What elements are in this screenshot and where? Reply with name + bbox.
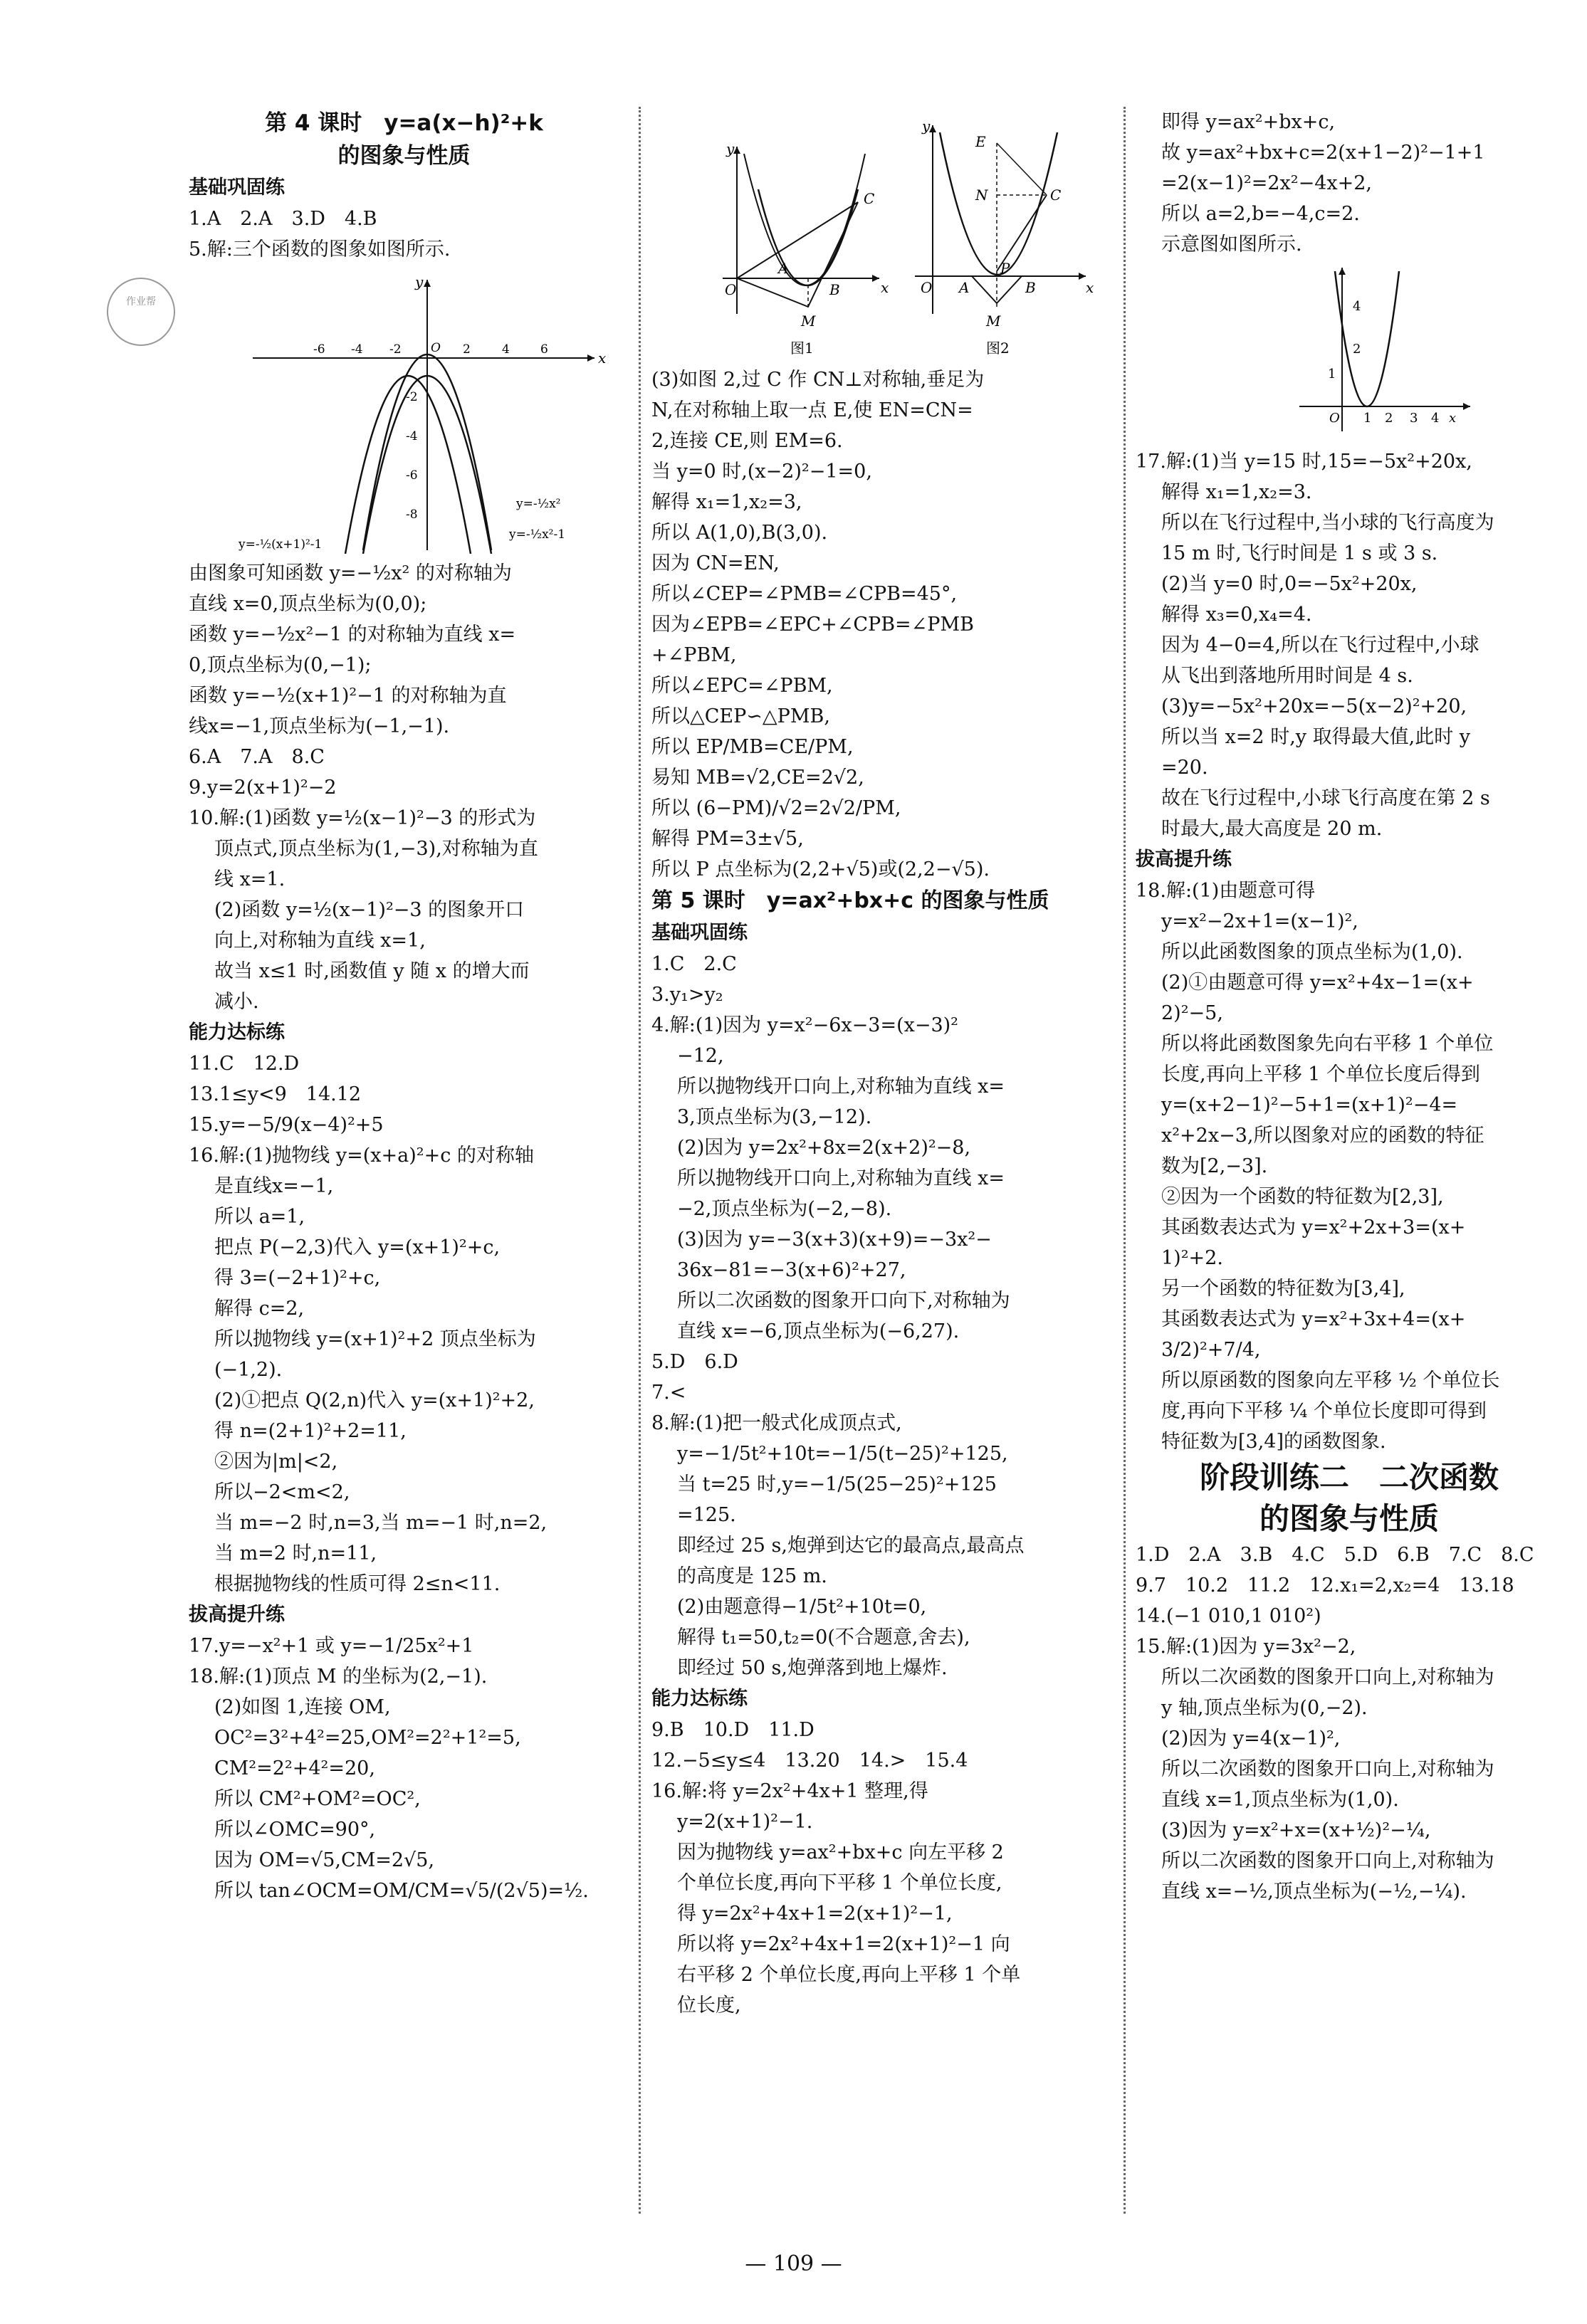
answer-line: 解得 PM=3±√5, — [651, 828, 804, 850]
curve-label-right2: y=-½x²-1 — [509, 527, 566, 542]
answer-line: 当 m=−2 时,n=3,当 m=−1 时,n=2, — [214, 1512, 548, 1534]
answer-line: 所以二次函数的图象开口向上,对称轴为 — [1161, 1850, 1494, 1872]
answer-line: 5.解:三个函数的图象如图所示. — [189, 238, 451, 261]
answer-line: 示意图如图所示. — [1161, 233, 1302, 256]
answer-line: 18.解:(1)顶点 M 的坐标为(2,−1). — [189, 1666, 488, 1688]
answer-line: 由图象可知函数 y=−½x² 的对称轴为 — [189, 562, 512, 584]
figure-1-caption: 图1 — [790, 340, 814, 357]
label-c: C — [864, 190, 875, 207]
answer-line: 解得 x₁=1,x₂=3. — [1161, 481, 1312, 503]
stage-title: 阶段训练二 二次函数 — [1199, 1460, 1499, 1495]
answer-line: 因为 OM=√5,CM=2√5, — [214, 1849, 435, 1871]
answer-line: 把点 P(−2,3)代入 y=(x+1)²+c, — [214, 1236, 501, 1258]
answer-line: y=x²−2x+1=(x−1)², — [1161, 910, 1358, 932]
column-1 — [189, 107, 619, 1906]
answer-line: =20. — [1161, 757, 1208, 779]
answer-line: 15.解:(1)因为 y=3x²−2, — [1136, 1636, 1356, 1658]
x-tick: 2 — [1385, 411, 1393, 426]
curve-label-right1: y=-½x² — [516, 497, 561, 511]
answer-line: 右平移 2 个单位长度,再向上平移 1 个单 — [677, 1964, 1021, 1986]
answer-line: 8.解:(1)把一般式化成顶点式, — [651, 1412, 902, 1434]
answer-block — [651, 917, 1114, 2021]
answer-line: 直线 x=0,顶点坐标为(0,0); — [189, 593, 427, 615]
answer-line: 所以此函数图象的顶点坐标为(1,0). — [1161, 941, 1463, 963]
page-number: — 109 — — [745, 2251, 842, 2276]
x-tick: 3 — [1410, 411, 1418, 426]
answer-line: 其函数表达式为 y=x²+2x+3=(x+ — [1161, 1216, 1466, 1239]
answer-line: 因为 4−0=4,所以在飞行过程中,小球 — [1161, 634, 1479, 656]
label-n: N — [975, 186, 988, 204]
origin-label: O — [431, 341, 441, 355]
answer-line: 所以 P 点坐标为(2,2+√5)或(2,2−√5). — [651, 858, 990, 880]
answer-line: 直线 x=1,顶点坐标为(1,0). — [1161, 1789, 1399, 1811]
x-tick: -6 — [313, 342, 325, 357]
axis-y-label: y — [415, 273, 424, 290]
answer-line: y=−1/5t²+10t=−1/5(t−25)²+125, — [677, 1443, 1008, 1465]
answer-line: −12, — [677, 1045, 724, 1067]
column-divider — [1124, 107, 1126, 2214]
section-heading: 能力达标练 — [189, 1021, 285, 1043]
answer-line: 1)²+2. — [1161, 1247, 1223, 1269]
answer-line: (2)因为 y=4(x−1)², — [1161, 1728, 1341, 1750]
answer-line: =2(x−1)²=2x²−4x+2, — [1161, 172, 1372, 194]
answer-line: 长度,再向上平移 1 个单位长度后得到 — [1161, 1063, 1480, 1085]
answer-line: 所以 (6−PM)/√2=2√2/PM, — [651, 797, 901, 819]
label-a: A — [778, 260, 789, 277]
answer-line: 9.B 10.D 11.D — [651, 1719, 815, 1741]
answer-line: 当 m=2 时,n=11, — [214, 1542, 377, 1565]
answer-line: −2,顶点坐标为(−2,−8). — [677, 1198, 892, 1220]
answer-line: 当 t=25 时,y=−1/5(25−25)²+125 — [677, 1473, 997, 1495]
answer-line: CM²=2²+4²=20, — [214, 1757, 375, 1779]
x-tick: 6 — [540, 342, 548, 357]
answer-line: 9.y=2(x+1)²−2 — [189, 777, 337, 799]
answer-line: 函数 y=−½(x+1)²−1 的对称轴为直 — [189, 685, 507, 707]
answer-line: 1.C 2.C — [651, 953, 737, 975]
answer-line: 数为[2,−3]. — [1161, 1155, 1268, 1177]
answer-line: 所以抛物线 y=(x+1)²+2 顶点坐标为 — [214, 1328, 536, 1350]
answer-line: 位长度, — [677, 1994, 741, 2017]
answer-line: 根据抛物线的性质可得 2≤n<11. — [214, 1573, 501, 1595]
answer-line: 所以∠EPC=∠PBM, — [651, 675, 833, 697]
answer-line: N,在对称轴上取一点 E,使 EN=CN= — [651, 399, 973, 421]
y-tick-labels — [406, 390, 418, 522]
answer-line: 解得 c=2, — [214, 1298, 305, 1320]
answer-line: 13.1≤y<9 14.12 — [189, 1083, 362, 1105]
figure-1 — [723, 140, 889, 357]
figure-2 — [915, 117, 1094, 357]
answer-line: 所以将 y=2x²+4x+1=2(x+1)²−1 向 — [677, 1933, 1010, 1955]
answer-line: 直线 x=−½,顶点坐标为(−½,−¼). — [1161, 1881, 1467, 1903]
answer-line: (3)因为 y=−3(x+3)(x+9)=−3x²− — [677, 1229, 992, 1251]
answer-line: 18.解:(1)由题意可得 — [1136, 880, 1316, 902]
answer-line: 所以△CEP∽△PMB, — [651, 705, 830, 727]
answer-line: 所以原函数的图象向左平移 ½ 个单位长 — [1161, 1369, 1500, 1392]
answer-line: 5.D 6.D — [651, 1351, 738, 1373]
answer-line: 16.解:(1)抛物线 y=(x+a)²+c 的对称轴 — [189, 1145, 534, 1167]
answer-line: 解得 x₁=1,x₂=3, — [651, 491, 802, 513]
answer-line: 6.A 7.A 8.C — [189, 746, 325, 768]
answer-line: 直线 x=−6,顶点坐标为(−6,27). — [677, 1320, 960, 1342]
answer-line: 所以抛物线开口向上,对称轴为直线 x= — [677, 1076, 1005, 1098]
answer-line: 所以 EP/MB=CE/PM, — [651, 736, 854, 758]
answer-block — [189, 558, 619, 1906]
label-e: E — [975, 133, 986, 150]
answer-line: 另一个函数的特征数为[3,4], — [1161, 1278, 1405, 1300]
y-tick: -8 — [406, 508, 418, 522]
column-divider — [639, 107, 641, 2214]
label-o: O — [921, 279, 933, 296]
x-tick: 4 — [502, 342, 510, 357]
answer-line: 1.D 2.A 3.B 4.C 5.D 6.B 7.C 8.C — [1136, 1544, 1534, 1566]
answer-line: 2,连接 CE,则 EM=6. — [651, 430, 843, 452]
answer-block — [1136, 446, 1563, 1457]
answer-line: 因为∠EPB=∠EPC+∠CPB=∠PMB — [651, 614, 974, 636]
origin-label: O — [1329, 411, 1340, 426]
section-heading: 拔高提升练 — [189, 1604, 285, 1626]
curve-label-left: y=-½(x+1)²-1 — [239, 537, 323, 552]
answer-line: (3)因为 y=x²+x=(x+½)²−¼, — [1161, 1819, 1431, 1841]
y-tick: 1 — [1328, 367, 1336, 382]
label-b: B — [829, 281, 840, 298]
answer-line: 解得 t₁=50,t₂=0(不合题意,舍去), — [677, 1626, 970, 1649]
answer-line: 4.解:(1)因为 y=x²−6x−3=(x−3)² — [651, 1014, 958, 1036]
section-heading: 拔高提升练 — [1136, 848, 1232, 871]
answer-line: 故当 x≤1 时,函数值 y 随 x 的增大而 — [214, 960, 530, 982]
answer-line: 得 3=(−2+1)²+c, — [214, 1267, 381, 1289]
answer-line: 0,顶点坐标为(0,−1); — [189, 654, 372, 676]
y-tick: -4 — [406, 429, 418, 443]
figure-2-caption: 图2 — [986, 340, 1010, 357]
answer-line: 即经过 50 s,炮弹落到地上爆炸. — [677, 1657, 948, 1679]
answer-line: 因为 CN=EN, — [651, 552, 780, 574]
answer-block — [1136, 107, 1563, 260]
lesson-title: 第 5 课时 y=ax²+bx+c 的图象与性质 — [651, 888, 1049, 913]
answer-line: 10.解:(1)函数 y=½(x−1)²−3 的形式为 — [189, 807, 536, 829]
answer-block — [1136, 1540, 1563, 1907]
answer-line: 17.y=−x²+1 或 y=−1/25x²+1 — [189, 1635, 474, 1657]
answer-line: 所以将此函数图象先向右平移 1 个单位 — [1161, 1033, 1494, 1055]
answer-line: 17.解:(1)当 y=15 时,15=−5x²+20x, — [1136, 451, 1472, 473]
answer-line: y 轴,顶点坐标为(0,−2). — [1161, 1697, 1368, 1719]
answer-line: (2)如图 1,连接 OM, — [214, 1696, 391, 1718]
column-3 — [1136, 107, 1563, 1907]
geometry-figures — [651, 111, 1114, 360]
label-o: O — [725, 281, 737, 298]
answer-line: 减小. — [214, 991, 259, 1013]
answer-line: (2)因为 y=2x²+8x=2(x+2)²−8, — [677, 1137, 971, 1159]
answer-line: 14.(−1 010,1 010²) — [1136, 1605, 1321, 1627]
parabola-graph — [189, 269, 616, 554]
answer-line: 所以二次函数的图象开口向上,对称轴为 — [1161, 1758, 1494, 1780]
answer-block — [651, 364, 1114, 885]
answer-line: (3)如图 2,过 C 作 CN⊥对称轴,垂足为 — [651, 369, 985, 391]
answer-line: (2)由题意得−1/5t²+10t=0, — [677, 1596, 927, 1618]
answer-line: 9.7 10.2 11.2 12.x₁=2,x₂=4 13.18 — [1136, 1574, 1514, 1597]
label-b: B — [1025, 279, 1036, 296]
watermark-stamp — [107, 278, 175, 346]
answer-line: 因为抛物线 y=ax²+bx+c 向左平移 2 — [677, 1841, 1004, 1863]
x-ticks — [1329, 411, 1456, 426]
answer-line: 36x−81=−3(x+6)²+27, — [677, 1259, 906, 1281]
answer-line: 个单位长度,再向下平移 1 个单位长度, — [677, 1872, 1002, 1894]
answer-line: 时最大,最大高度是 20 m. — [1161, 818, 1383, 840]
answer-line: (−1,2). — [214, 1359, 283, 1381]
x-tick: 1 — [1363, 411, 1372, 426]
answer-line: =125. — [677, 1504, 736, 1526]
answer-line: 故 y=ax²+bx+c=2(x+1−2)²−1+1 — [1161, 142, 1485, 164]
answer-line: +∠PBM, — [651, 644, 737, 666]
answer-line: ②因为|m|<2, — [214, 1451, 338, 1473]
answer-line: ②因为一个函数的特征数为[2,3], — [1161, 1186, 1444, 1208]
parabola-figure — [189, 269, 619, 554]
label-a: A — [959, 279, 970, 296]
answer-line: 11.C 12.D — [189, 1053, 300, 1075]
answer-line: 的高度是 125 m. — [677, 1565, 827, 1587]
label-x: x — [881, 279, 889, 296]
sketch-figure — [1136, 264, 1563, 442]
answer-line: 易知 MB=√2,CE=2√2, — [651, 767, 864, 789]
answer-line: 所以 a=1, — [214, 1206, 305, 1228]
section-heading: 能力达标练 — [651, 1688, 748, 1710]
answer-line: 3,顶点坐标为(3,−12). — [677, 1106, 872, 1128]
answer-line: 其函数表达式为 y=x²+3x+4=(x+ — [1161, 1308, 1466, 1330]
label-p: P — [1000, 260, 1010, 277]
x-tick: 2 — [463, 342, 471, 357]
answer-line: 1.A 2.A 3.D 4.B — [189, 208, 377, 230]
answer-line: 所以当 x=2 时,y 取得最大值,此时 y — [1161, 726, 1471, 748]
label-c: C — [1050, 186, 1062, 204]
answer-line: 即得 y=ax²+bx+c, — [1161, 111, 1336, 133]
stamp-text: 作业帮 — [126, 296, 156, 307]
parabola-curve — [1335, 271, 1399, 406]
section-heading: 基础巩固练 — [651, 922, 748, 944]
answer-line: 7.< — [651, 1382, 686, 1404]
answer-line: y=(x+2−1)²−5+1=(x+1)²−4= — [1161, 1094, 1458, 1116]
y-tick: 4 — [1353, 299, 1361, 314]
answer-line: 线x=−1,顶点坐标为(−1,−1). — [189, 715, 450, 737]
answer-line: (2)①把点 Q(2,n)代入 y=(x+1)²+2, — [214, 1389, 535, 1411]
y-tick: -6 — [406, 468, 418, 483]
x-tick: -2 — [389, 342, 402, 357]
answer-block — [189, 172, 619, 265]
answer-line: 当 y=0 时,(x−2)²−1=0, — [651, 461, 872, 483]
answer-line: 所以∠CEP=∠PMB=∠CPB=45°, — [651, 583, 958, 605]
y-tick: -2 — [406, 390, 418, 404]
answer-line: 所以抛物线开口向上,对称轴为直线 x= — [677, 1167, 1005, 1189]
stage-title-cont: 的图象与性质 — [1259, 1501, 1439, 1536]
answer-line: 12.−5≤y≤4 13.20 14.> 15.4 — [651, 1750, 968, 1772]
answer-line: 15.y=−5/9(x−4)²+5 — [189, 1114, 384, 1136]
label-y: y — [726, 140, 735, 157]
x-tick: 4 — [1431, 411, 1440, 426]
answer-line: 16.解:将 y=2x²+4x+1 整理,得 — [651, 1780, 928, 1802]
lesson-title-cont: 的图象与性质 — [337, 143, 471, 169]
axis-x-label: x — [1449, 411, 1457, 426]
label-y: y — [922, 117, 931, 135]
label-m: M — [801, 312, 816, 330]
answer-line: 度,再向下平移 ¼ 个单位长度即可得到 — [1161, 1400, 1487, 1422]
answer-line: 3.y₁>y₂ — [651, 984, 723, 1006]
answer-line: 所以 CM²+OM²=OC², — [214, 1788, 421, 1810]
answer-line: OC²=3²+4²=25,OM²=2²+1²=5, — [214, 1727, 521, 1749]
answer-line: 特征数为[3,4]的函数图象. — [1161, 1431, 1386, 1453]
answer-line: (3)y=−5x²+20x=−5(x−2)²+20, — [1161, 695, 1467, 717]
answer-line: 故在飞行过程中,小球飞行高度在第 2 s — [1161, 787, 1490, 809]
answer-line: 线 x=1. — [214, 868, 286, 890]
answer-line: 所以在飞行过程中,当小球的飞行高度为 — [1161, 512, 1494, 534]
answer-line: 所以−2<m<2, — [214, 1481, 350, 1503]
section-heading: 基础巩固练 — [189, 177, 285, 199]
answer-line: 所以 A(1,0),B(3,0). — [651, 522, 828, 544]
answer-line: 所以二次函数的图象开口向下,对称轴为 — [677, 1290, 1010, 1312]
answer-line: 得 n=(2+1)²+2=11, — [214, 1420, 407, 1442]
answer-line: 所以 a=2,b=−4,c=2. — [1161, 203, 1360, 225]
answer-line: (2)当 y=0 时,0=−5x²+20x, — [1161, 573, 1418, 595]
label-m: M — [986, 312, 1001, 330]
answer-line: 所以 tan∠OCM=OM/CM=√5/(2√5)=½. — [214, 1880, 589, 1902]
y-tick: 2 — [1353, 342, 1361, 357]
answer-line: 向上,对称轴为直线 x=1, — [214, 930, 426, 952]
column-2 — [651, 107, 1114, 2021]
answer-line: 15 m 时,飞行时间是 1 s 或 3 s. — [1161, 542, 1438, 564]
figure-pair — [651, 111, 1114, 360]
axis-x-label: x — [598, 349, 607, 367]
answer-line: 解得 x₃=0,x₄=4. — [1161, 604, 1312, 626]
answer-line: 是直线x=−1, — [214, 1175, 334, 1197]
answer-line: (2)函数 y=½(x−1)²−3 的图象开口 — [214, 899, 525, 921]
sketch-graph — [1136, 264, 1563, 442]
lesson-title: 第 4 课时 y=a(x−h)²+k — [265, 110, 543, 136]
answer-line: (2)①由题意可得 y=x²+4x−1=(x+ — [1161, 972, 1474, 994]
answer-line: y=2(x+1)²−1. — [677, 1811, 813, 1833]
answer-line: 得 y=2x²+4x+1=2(x+1)²−1, — [677, 1903, 953, 1925]
answer-line: x²+2x−3,所以图象对应的函数的特征 — [1161, 1125, 1484, 1147]
answer-line: 3/2)²+7/4, — [1161, 1339, 1261, 1361]
answer-line: 顶点式,顶点坐标为(1,−3),对称轴为直 — [214, 838, 538, 860]
answer-line: 即经过 25 s,炮弹到达它的最高点,最高点 — [677, 1535, 1025, 1557]
answer-line: 所以二次函数的图象开口向上,对称轴为 — [1161, 1666, 1494, 1688]
answer-line: 函数 y=−½x²−1 的对称轴为直线 x= — [189, 624, 516, 646]
answer-line: 所以∠OMC=90°, — [214, 1819, 376, 1841]
answer-line: 2)²−5, — [1161, 1002, 1223, 1024]
x-tick: -4 — [351, 342, 363, 357]
label-x: x — [1086, 279, 1094, 296]
answer-line: 从飞出到落地所用时间是 4 s. — [1161, 665, 1413, 687]
